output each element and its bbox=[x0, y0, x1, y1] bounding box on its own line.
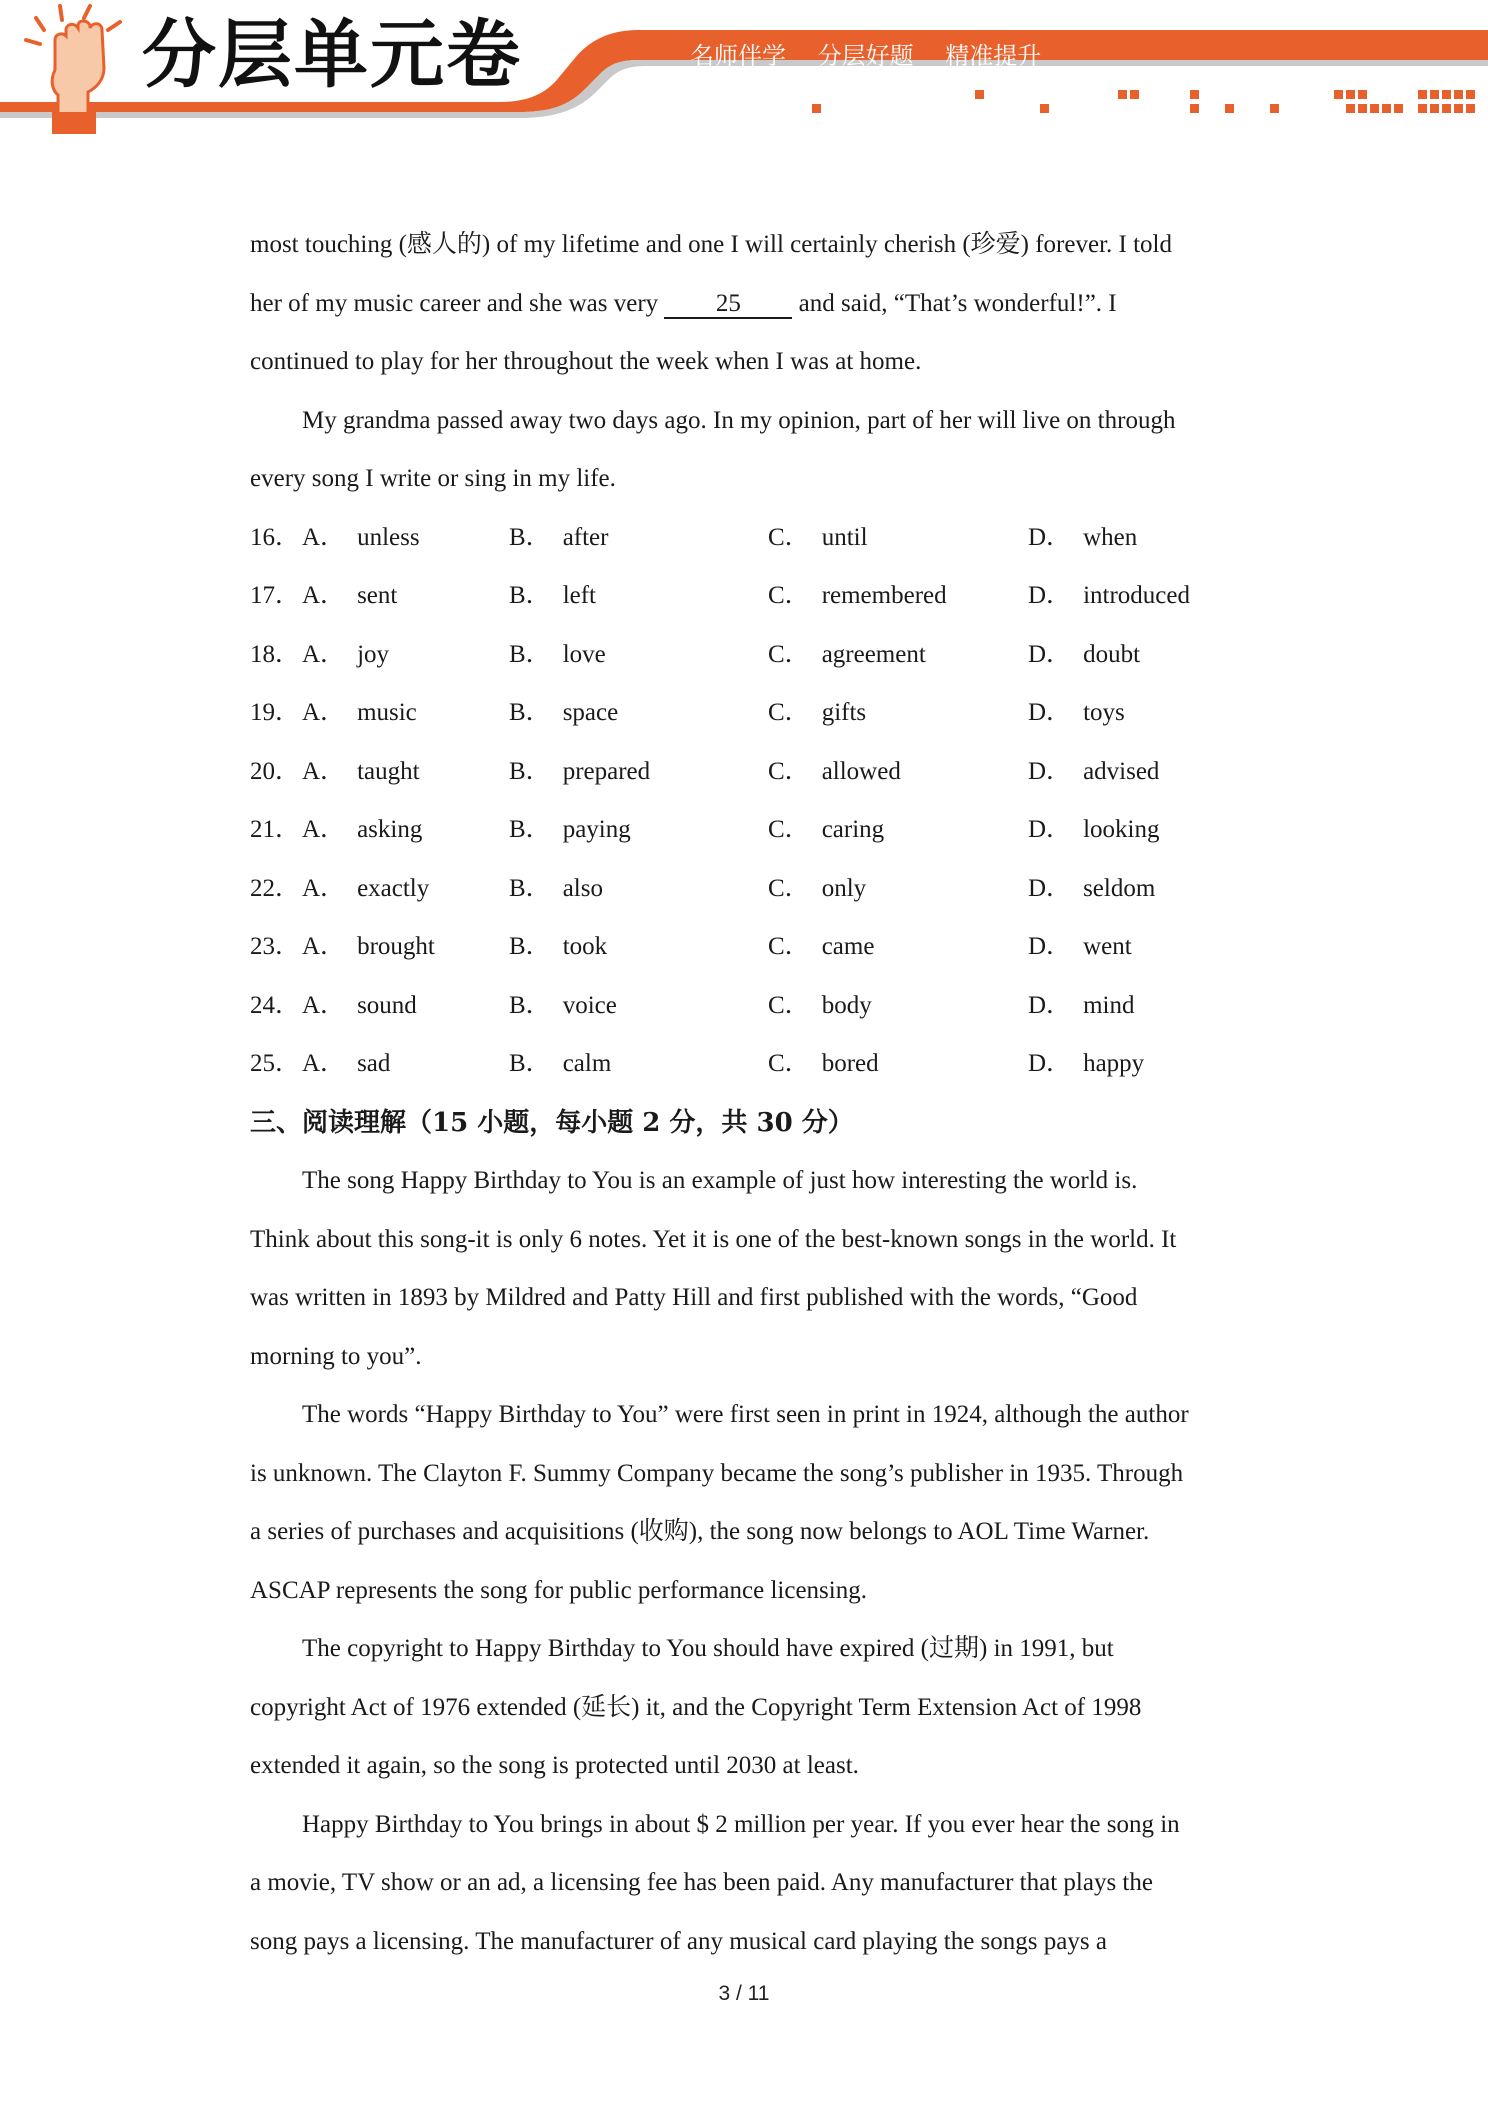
option-d: D． looking bbox=[1028, 816, 1160, 843]
question-number: 25． bbox=[250, 1050, 301, 1077]
question-number: 16． bbox=[250, 523, 301, 551]
options-list bbox=[250, 509, 1240, 1094]
passage-line: continued to play for her throughout the week when I was at home. bbox=[250, 348, 922, 375]
question-number: 22． bbox=[250, 874, 301, 902]
option-c: C． agreement bbox=[768, 640, 926, 668]
passage-line: extended it again, so the song is protected until 2030 at least. bbox=[250, 1752, 859, 1779]
passage-line: most touching (感人的) of my lifetime and one I will certainly cherish (珍爱) forever. I told bbox=[250, 231, 1172, 258]
option-b: B． also bbox=[509, 874, 603, 902]
option-b: B． paying bbox=[509, 816, 631, 843]
option-a: A． exactly bbox=[302, 874, 430, 902]
option-a: A． unless bbox=[302, 523, 420, 551]
passage-line: Think about this song-it is only 6 notes. Yet it is one of the best-known songs in the world. It bbox=[250, 1225, 1177, 1253]
reading-passage bbox=[250, 1152, 1240, 1971]
passage-line: My grandma passed away two days ago. In my opinion, part of her will live on through bbox=[302, 406, 1176, 434]
passage-line-with-blank bbox=[250, 275, 1240, 334]
header-slogan bbox=[690, 36, 1065, 71]
option-c: C． caring bbox=[768, 816, 885, 843]
question-row bbox=[250, 567, 1240, 626]
option-b: B． love bbox=[509, 640, 606, 668]
option-c: C． remembered bbox=[768, 582, 947, 609]
option-b: B． took bbox=[509, 933, 608, 960]
passage-line: song pays a licensing. The manufacturer of any musical card playing the songs pays a bbox=[250, 1927, 1107, 1955]
option-a: A． asking bbox=[302, 816, 423, 843]
question-row bbox=[250, 801, 1240, 860]
option-d: D． went bbox=[1028, 933, 1132, 960]
option-a: A． music bbox=[302, 699, 417, 726]
page-content bbox=[250, 216, 1240, 1971]
option-c: C． bored bbox=[768, 1050, 879, 1077]
option-b: B． voice bbox=[509, 991, 617, 1019]
question-number: 20． bbox=[250, 757, 301, 785]
slogan-item: 精准提升 bbox=[945, 42, 1042, 70]
passage-line: every song I write or sing in my life. bbox=[250, 465, 616, 492]
slogan-item: 名师伴学 bbox=[690, 42, 786, 70]
answer-blank: 25 bbox=[664, 291, 792, 319]
question-number: 23． bbox=[250, 933, 301, 960]
page-header bbox=[0, 0, 1488, 140]
option-c: C． only bbox=[768, 874, 867, 902]
option-b: B． after bbox=[509, 523, 609, 551]
question-number: 21． bbox=[250, 816, 301, 843]
question-number: 24． bbox=[250, 991, 301, 1019]
option-a: A． sent bbox=[302, 582, 398, 609]
passage-line: a series of purchases and acquisitions (收购), the song now belongs to AOL Time Warner. bbox=[250, 1518, 1150, 1545]
text-segment: and said, “That’s wonderful!”. I bbox=[792, 289, 1117, 317]
question-row bbox=[250, 918, 1240, 977]
question-row bbox=[250, 626, 1240, 685]
option-a: A． joy bbox=[302, 640, 390, 668]
option-a: A． brought bbox=[302, 933, 435, 960]
passage-line: morning to you”. bbox=[250, 1342, 422, 1370]
slogan-item: 分层好题 bbox=[817, 42, 914, 70]
passage-line: The copyright to Happy Birthday to You should have expired (过期) in 1991, but bbox=[302, 1635, 1114, 1662]
option-c: C． body bbox=[768, 991, 872, 1019]
option-c: C． gifts bbox=[768, 699, 867, 726]
passage-line: is unknown. The Clayton F. Summy Company became the song’s publisher in 1935. Through bbox=[250, 1459, 1184, 1487]
option-d: D． introduced bbox=[1028, 582, 1190, 609]
option-c: C． until bbox=[768, 523, 868, 551]
question-number: 18． bbox=[250, 640, 301, 668]
section-title: 三、阅读理解（15 小题，每小题 2 分，共 30 分） bbox=[250, 1107, 854, 1138]
option-a: A． taught bbox=[302, 757, 420, 785]
question-row bbox=[250, 684, 1240, 743]
passage-line: copyright Act of 1976 extended (延长) it, and the Copyright Term Extension Act of 1998 bbox=[250, 1693, 1142, 1721]
question-row bbox=[250, 743, 1240, 802]
question-row bbox=[250, 860, 1240, 919]
passage-line: Happy Birthday to You brings in about $ 2 million per year. If you ever hear the song in bbox=[302, 1810, 1180, 1838]
option-b: B． prepared bbox=[509, 757, 651, 785]
option-d: D． when bbox=[1028, 523, 1138, 551]
page-number: 3 / 11 bbox=[718, 1982, 770, 2005]
option-d: D． mind bbox=[1028, 991, 1135, 1019]
option-c: C． allowed bbox=[768, 757, 901, 785]
option-b: B． left bbox=[509, 582, 597, 609]
question-row bbox=[250, 977, 1240, 1036]
option-b: B． calm bbox=[509, 1050, 612, 1077]
decorative-squares bbox=[812, 90, 1475, 113]
option-d: D． toys bbox=[1028, 699, 1125, 726]
option-a: A． sad bbox=[302, 1050, 391, 1077]
passage-line: The words “Happy Birthday to You” were first seen in print in 1924, although the author bbox=[302, 1401, 1189, 1428]
passage-line: was written in 1893 by Mildred and Patty Hill and first published with the words, “Good bbox=[250, 1284, 1138, 1311]
option-d: D． seldom bbox=[1028, 874, 1156, 902]
option-d: D． doubt bbox=[1028, 640, 1141, 668]
passage-line: ASCAP represents the song for public performance licensing. bbox=[250, 1576, 867, 1604]
passage-line: a movie, TV show or an ad, a licensing fee has been paid. Any manufacturer that plays the bbox=[250, 1869, 1153, 1896]
question-number: 19． bbox=[250, 699, 301, 726]
question-row bbox=[250, 509, 1240, 568]
question-row bbox=[250, 1035, 1240, 1094]
question-number: 17． bbox=[250, 582, 301, 609]
option-b: B． space bbox=[509, 699, 619, 726]
option-c: C． came bbox=[768, 933, 875, 960]
option-d: D． advised bbox=[1028, 757, 1160, 785]
passage-line: The song Happy Birthday to You is an example of just how interesting the world is. bbox=[302, 1167, 1138, 1194]
text-segment: her of my music career and she was very bbox=[250, 289, 665, 317]
option-d: D． happy bbox=[1028, 1050, 1145, 1077]
brand-title: 分层单元卷 bbox=[142, 12, 522, 98]
option-a: A． sound bbox=[302, 991, 417, 1019]
